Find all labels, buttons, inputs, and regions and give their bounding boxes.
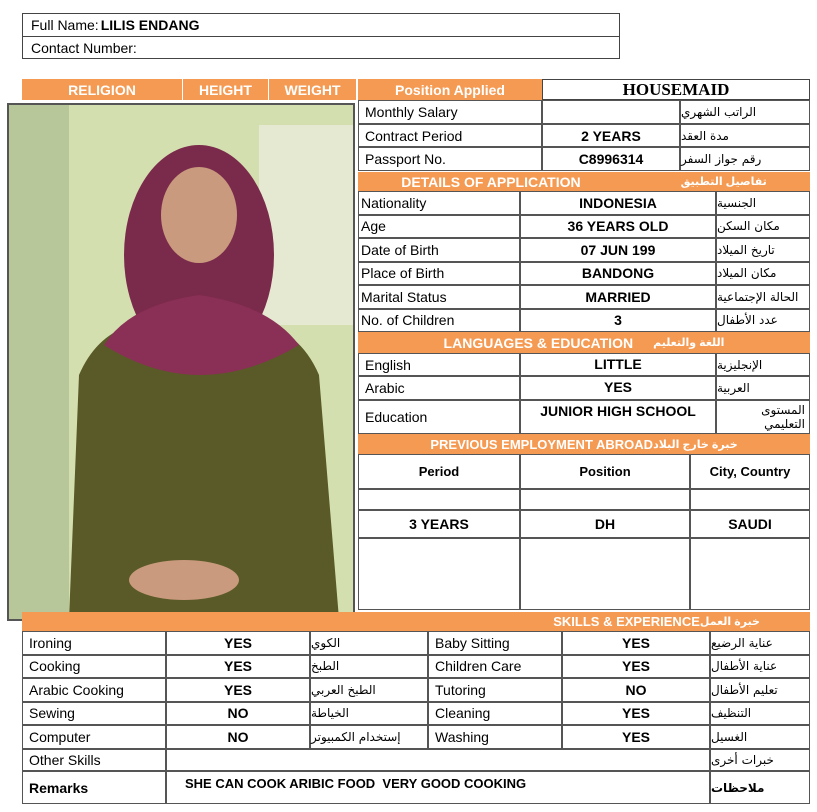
skill-label-ar: الخياطة (310, 702, 428, 726)
emp-header-period: Period (358, 454, 520, 489)
language-label-ar: العربية (716, 376, 810, 400)
emp-city-value: SAUDI (690, 510, 810, 538)
skill-label-ar: إستخدام الكمبيوتر (310, 725, 428, 749)
detail-label-ar: مكان السكن (716, 215, 810, 239)
skill-value: YES (166, 655, 310, 679)
skill-value: YES (166, 631, 310, 655)
skill-label-ar: عناية الرضيع (710, 631, 810, 655)
emp-blank-row (358, 538, 520, 610)
skill-value: NO (166, 725, 310, 749)
detail-label-ar: الحالة الإجتماعية (716, 285, 810, 309)
skills-header (22, 612, 810, 631)
emp-header-position: Position (520, 454, 690, 489)
contact-row (23, 37, 619, 59)
skills-title: SKILLS & EXPERIENCE (553, 614, 700, 629)
employment-title-ar: خبرة خارج البلاد (653, 438, 738, 451)
emp-period-value: 3 YEARS (358, 510, 520, 538)
skill-label-ar: التنظيف (710, 702, 810, 726)
skill-label: Baby Sitting (428, 631, 562, 655)
full-name-label: Full Name: (31, 17, 99, 33)
emp-blank-row (690, 538, 810, 610)
skills-title-ar: خبرة العمل (699, 616, 760, 628)
details-title-ar: تفاصيل التطبيق (680, 176, 767, 188)
language-label: English (358, 353, 520, 376)
languages-header (358, 332, 810, 353)
other-skills-label: Other Skills (22, 749, 166, 771)
skill-label: Washing (428, 725, 562, 749)
skill-label-ar: الكوي (310, 631, 428, 655)
detail-label-ar: مكان الميلاد (716, 262, 810, 286)
detail-label: Nationality (358, 191, 520, 215)
remarks-label: Remarks (22, 771, 166, 804)
skill-label: Ironing (22, 631, 166, 655)
position-value: HOUSEMAID (542, 79, 810, 100)
languages-title-ar: اللغة والتعليم (653, 337, 725, 349)
row-label-ar: رقم جواز السفر (680, 147, 810, 171)
position-applied-header: Position Applied (358, 79, 542, 100)
language-value: JUNIOR HIGH SCHOOL (520, 400, 716, 434)
detail-label: Date of Birth (358, 238, 520, 262)
emp-position-value: DH (520, 510, 690, 538)
skill-value: YES (562, 702, 710, 726)
language-label-ar: المستوى التعليمي (716, 400, 810, 434)
language-value: YES (520, 376, 716, 400)
detail-value: 07 JUN 199 (520, 238, 716, 262)
row-label: Contract Period (358, 124, 542, 147)
detail-label: No. of Children (358, 309, 520, 333)
skill-label: Children Care (428, 655, 562, 679)
skill-label: Cleaning (428, 702, 562, 726)
detail-label-ar: تاريخ الميلاد (716, 238, 810, 262)
skill-label-ar: عناية الأطفال (710, 655, 810, 679)
languages-title: LANGUAGES & EDUCATION (443, 334, 634, 351)
person-silhouette-icon (9, 105, 353, 619)
detail-value: MARRIED (520, 285, 716, 309)
details-header (358, 172, 810, 191)
contact-label: Contact Number: (31, 40, 137, 56)
language-label-ar: الإنجليزية (716, 353, 810, 376)
row-label-ar: الراتب الشهري (680, 100, 810, 124)
full-name-row (23, 14, 619, 37)
row-value: 2 YEARS (542, 124, 680, 147)
detail-label: Marital Status (358, 285, 520, 309)
detail-value: 3 (520, 309, 716, 333)
skill-label: Tutoring (428, 678, 562, 702)
employment-title: PREVIOUS EMPLOYMENT ABROAD (430, 436, 654, 452)
skill-value: YES (166, 678, 310, 702)
other-skills-value (166, 749, 710, 771)
emp-blank-row (520, 489, 690, 510)
skill-value: YES (562, 655, 710, 679)
skill-label: Sewing (22, 702, 166, 726)
skill-value: YES (562, 631, 710, 655)
detail-label-ar: الجنسية (716, 191, 810, 215)
remarks-ar: ملاحظات (710, 771, 810, 804)
employment-header (358, 434, 810, 454)
detail-label: Place of Birth (358, 262, 520, 286)
language-label: Arabic (358, 376, 520, 400)
religion-header: RELIGION (22, 79, 182, 100)
skill-label-ar: الطبخ العربي (310, 678, 428, 702)
skill-label-ar: الغسيل (710, 725, 810, 749)
row-value: C8996314 (542, 147, 680, 171)
skill-value: NO (166, 702, 310, 726)
row-label: Monthly Salary (358, 100, 542, 124)
emp-header-city: City, Country (690, 454, 810, 489)
skill-value: NO (562, 678, 710, 702)
skill-label: Computer (22, 725, 166, 749)
emp-blank-row (690, 489, 810, 510)
other-skills-ar: خبرات أخرى (710, 749, 810, 771)
height-header: HEIGHT (183, 79, 268, 100)
weight-header: WEIGHT (269, 79, 356, 100)
skill-label-ar: الطبخ (310, 655, 428, 679)
skill-label: Arabic Cooking (22, 678, 166, 702)
header-box (22, 13, 620, 59)
detail-label-ar: عدد الأطفال (716, 309, 810, 333)
applicant-photo (7, 103, 355, 621)
emp-blank-row (358, 489, 520, 510)
skill-label-ar: تعليم الأطفال (710, 678, 810, 702)
details-title: DETAILS OF APPLICATION (401, 173, 581, 190)
detail-value: BANDONG (520, 262, 716, 286)
row-label-ar: مدة العقد (680, 124, 810, 147)
language-value: LITTLE (520, 353, 716, 376)
full-name-value: LILIS ENDANG (100, 17, 200, 33)
language-label: Education (358, 400, 520, 434)
row-value (542, 100, 680, 124)
remarks-value: SHE CAN COOK ARIBIC FOOD VERY GOOD COOKING (166, 771, 710, 804)
skill-value: YES (562, 725, 710, 749)
detail-value: INDONESIA (520, 191, 716, 215)
detail-label: Age (358, 215, 520, 239)
detail-value: 36 YEARS OLD (520, 215, 716, 239)
skill-label: Cooking (22, 655, 166, 679)
emp-blank-row (520, 538, 690, 610)
row-label: Passport No. (358, 147, 542, 171)
